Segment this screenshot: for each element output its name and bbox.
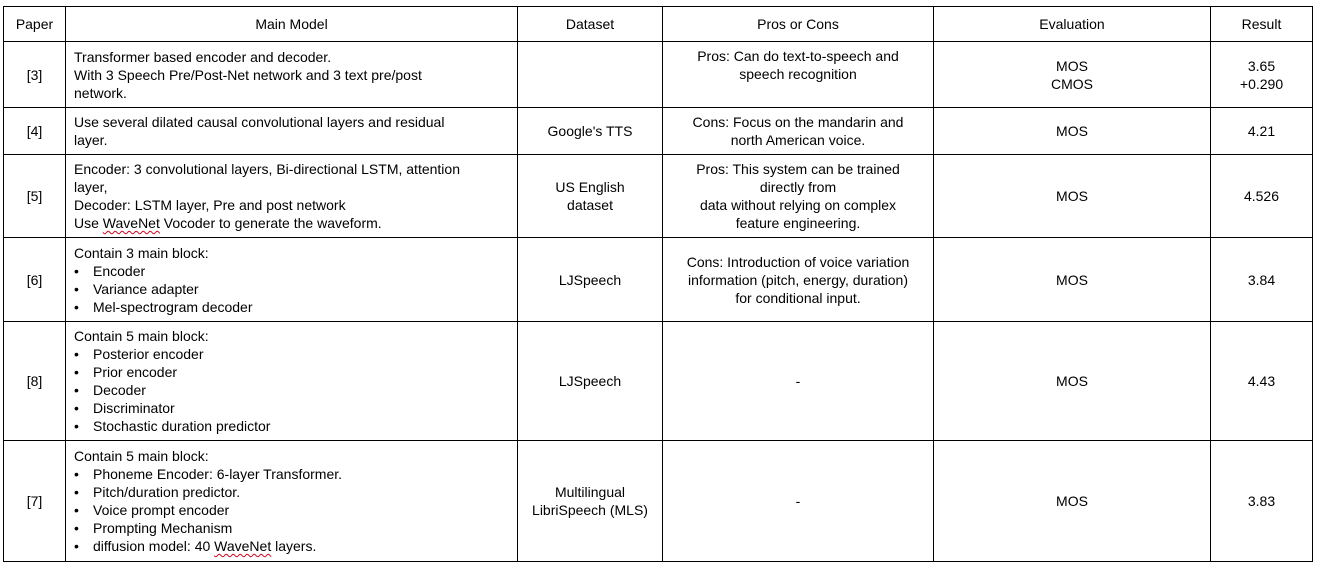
dataset-cell: LJSpeech — [518, 322, 663, 441]
pros-cons-cell — [663, 238, 934, 322]
header-evaluation: Evaluation — [934, 7, 1211, 42]
bullet-text: layers. — [271, 538, 317, 554]
model-line: Decoder: LSTM layer, Pre and post network — [74, 197, 346, 213]
bullet-glyph: • — [74, 364, 79, 380]
evaluation-cell — [934, 42, 1211, 108]
result-cell: 4.43 — [1211, 322, 1313, 441]
model-line: Use several dilated causal convolutional layers and residual — [74, 114, 445, 130]
model-line: Encoder: 3 convolutional layers, Bi-directional LSTM, attention — [74, 161, 460, 177]
pros-cons-line: Pros: This system can be trained — [696, 161, 900, 177]
bullet-item — [74, 417, 509, 435]
dataset-line: Multilingual — [554, 484, 626, 500]
bullet-glyph: • — [74, 400, 79, 416]
result-cell: 3.83 — [1211, 441, 1313, 562]
evaluation-cell: MOS — [934, 108, 1211, 155]
pros-cons-cell — [663, 42, 934, 108]
evaluation-line: CMOS — [1051, 75, 1093, 92]
pros-cons-line: for conditional input. — [735, 289, 861, 306]
dataset-line: Google's TTS — [547, 123, 633, 139]
bullet-glyph: • — [74, 538, 79, 554]
bullet-glyph: • — [74, 298, 79, 315]
dataset-cell — [518, 441, 663, 562]
result-line: 3.65 — [1247, 57, 1276, 74]
bullet-text: Variance adapter — [93, 280, 199, 297]
bullet-glyph: • — [74, 418, 79, 434]
bullet-glyph: • — [74, 484, 79, 500]
dataset-cell — [518, 155, 663, 238]
dataset-cell — [518, 42, 663, 108]
bullet-glyph: • — [74, 262, 79, 279]
bullet-text: Pitch/duration predictor. — [93, 484, 241, 500]
pros-cons-line: directly from — [759, 179, 837, 195]
spellcheck-word: WaveNet — [102, 215, 160, 231]
table-row — [4, 108, 1313, 155]
model-line: layer, — [74, 179, 108, 195]
model-line: network. — [74, 84, 127, 101]
result-cell: 4.526 — [1211, 155, 1313, 238]
bullet-item — [74, 262, 509, 280]
table-row — [4, 441, 1313, 562]
model-intro: Contain 5 main block: — [74, 448, 209, 464]
model-cell — [66, 155, 518, 238]
dataset-line: US English — [555, 179, 625, 195]
bullet-glyph: • — [74, 502, 79, 518]
model-cell — [66, 42, 518, 108]
paper-cell: [3] — [4, 42, 66, 108]
model-line: layer. — [74, 132, 108, 148]
bullet-glyph: • — [74, 346, 79, 362]
comparison-table — [3, 6, 1313, 562]
bullet-item — [74, 483, 509, 501]
evaluation-cell: MOS — [934, 441, 1211, 562]
result-cell — [1211, 42, 1313, 108]
header-dataset: Dataset — [518, 7, 663, 42]
pros-cons-cell — [663, 108, 934, 155]
model-intro: Contain 5 main block: — [74, 328, 209, 344]
model-cell — [66, 322, 518, 441]
model-text: Use — [74, 215, 103, 231]
bullet-text: diffusion model: 40 — [93, 538, 215, 554]
pros-cons-line: speech recognition — [739, 66, 857, 82]
pros-cons-line: feature engineering. — [735, 215, 861, 231]
pros-cons-line: Cons: Introduction of voice variation — [686, 253, 910, 270]
result-cell: 3.84 — [1211, 238, 1313, 322]
bullet-item — [74, 280, 509, 298]
model-line: With 3 Speech Pre/Post-Net network and 3 text pre/post — [74, 66, 422, 83]
bullet-text: Encoder — [93, 262, 146, 279]
bullet-glyph: • — [74, 382, 79, 398]
paper-cell: [4] — [4, 108, 66, 155]
bullet-item — [74, 501, 509, 519]
bullet-item — [74, 363, 509, 381]
pros-cons-line: Cons: Focus on the mandarin and — [692, 114, 904, 130]
dataset-cell — [518, 108, 663, 155]
bullet-glyph: • — [74, 520, 79, 536]
result-cell: 4.21 — [1211, 108, 1313, 155]
pros-cons-cell: - — [663, 322, 934, 441]
paper-cell: [6] — [4, 238, 66, 322]
table-row — [4, 322, 1313, 441]
table-row — [4, 238, 1313, 322]
bullet-item — [74, 399, 509, 417]
bullet-item — [74, 465, 509, 483]
header-paper: Paper — [4, 7, 66, 42]
model-line — [74, 214, 509, 232]
paper-cell: [5] — [4, 155, 66, 238]
table-row — [4, 42, 1313, 108]
table-row — [4, 155, 1313, 238]
evaluation-cell: MOS — [934, 155, 1211, 238]
result-line: +0.290 — [1239, 75, 1284, 92]
bullet-item — [74, 345, 509, 363]
bullet-item — [74, 537, 509, 555]
bullet-text: Mel-spectrogram decoder — [93, 298, 253, 315]
paper-cell: [8] — [4, 322, 66, 441]
spellcheck-word: WaveNet — [214, 538, 272, 554]
bullet-text: Prior encoder — [93, 364, 178, 380]
model-cell — [66, 238, 518, 322]
evaluation-cell: MOS — [934, 322, 1211, 441]
bullet-item — [74, 519, 509, 537]
model-text: Vocoder to generate the waveform. — [159, 215, 382, 231]
bullet-item — [74, 298, 509, 316]
dataset-cell: LJSpeech — [518, 238, 663, 322]
pros-cons-cell — [663, 155, 934, 238]
bullet-glyph: • — [74, 280, 79, 297]
bullet-text: Decoder — [93, 382, 146, 398]
pros-cons-line: north American voice. — [730, 132, 866, 148]
bullet-glyph: • — [74, 466, 79, 482]
bullet-text: Stochastic duration predictor — [93, 418, 271, 434]
header-row — [4, 7, 1313, 42]
model-cell — [66, 441, 518, 562]
paper-cell: [7] — [4, 441, 66, 562]
evaluation-line: MOS — [1056, 57, 1088, 74]
pros-cons-line: data without relying on complex — [699, 197, 897, 213]
bullet-text: Posterior encoder — [93, 346, 204, 362]
bullet-text: Phoneme Encoder: 6-layer Transformer. — [93, 466, 343, 482]
dataset-line: LibriSpeech (MLS) — [532, 502, 648, 518]
dataset-line: dataset — [567, 197, 613, 213]
model-line: Transformer based encoder and decoder. — [74, 48, 332, 65]
header-main-model: Main Model — [66, 7, 518, 42]
model-cell — [66, 108, 518, 155]
bullet-text: Prompting Mechanism — [93, 520, 233, 536]
bullet-item — [74, 381, 509, 399]
bullet-text: Discriminator — [93, 400, 175, 416]
pros-cons-cell: - — [663, 441, 934, 562]
pros-cons-line: Pros: Can do text-to-speech and — [697, 48, 899, 64]
evaluation-cell: MOS — [934, 238, 1211, 322]
header-result: Result — [1211, 7, 1313, 42]
bullet-text: Voice prompt encoder — [93, 502, 230, 518]
model-intro: Contain 3 main block: — [74, 244, 209, 261]
header-pros-cons: Pros or Cons — [663, 7, 934, 42]
pros-cons-line: information (pitch, energy, duration) — [688, 271, 908, 288]
